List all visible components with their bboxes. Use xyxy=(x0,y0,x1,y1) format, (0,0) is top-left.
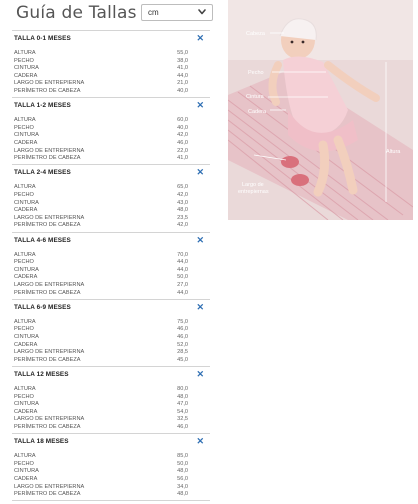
measurement-label: CADERA xyxy=(14,72,38,79)
measurement-label: LARGO DE ENTREPIERNA xyxy=(14,483,85,490)
measurement-value: 55,0 xyxy=(177,50,188,56)
list-item xyxy=(14,80,188,88)
measurement-value: 42,0 xyxy=(177,191,188,198)
photo-label-pecho: Pecho xyxy=(248,70,264,76)
close-icon[interactable]: ✕ xyxy=(196,167,204,178)
measurement-value: 46,0 xyxy=(177,333,188,340)
measurement-label: ALTURA xyxy=(14,184,36,191)
photo-label-entrepierna-1: Largo de xyxy=(242,182,264,188)
baby-measurement-photo xyxy=(228,0,413,220)
measurement-list xyxy=(14,252,188,298)
list-item xyxy=(14,342,188,350)
measurement-label: ALTURA xyxy=(14,50,36,56)
size-section xyxy=(12,164,210,231)
measurement-label: ALTURA xyxy=(14,318,36,325)
list-item xyxy=(14,222,188,230)
measurement-value: 48,0 xyxy=(177,207,188,214)
size-section xyxy=(12,30,210,97)
measurement-value: 44,0 xyxy=(177,259,188,266)
measurement-value: 43,0 xyxy=(177,199,188,206)
size-section xyxy=(12,299,210,366)
list-item xyxy=(14,117,188,125)
measurement-label: CADERA xyxy=(14,408,38,415)
photo-label-altura: Altura xyxy=(386,149,401,155)
measurement-label: PERÍMETRO DE CABEZA xyxy=(14,423,81,430)
measurement-value: 41,0 xyxy=(177,65,188,72)
divider xyxy=(12,500,210,501)
list-item xyxy=(14,424,188,432)
measurement-value: 50,0 xyxy=(177,460,188,467)
unit-select-value: cm xyxy=(148,8,159,17)
close-icon[interactable]: ✕ xyxy=(196,368,204,379)
measurement-label: CINTURA xyxy=(14,401,39,408)
size-section-title[interactable]: TALLA 1-2 MESES xyxy=(14,102,71,110)
close-icon[interactable]: ✕ xyxy=(196,301,204,312)
measurement-value: 44,0 xyxy=(177,72,188,79)
measurement-value: 48,0 xyxy=(177,491,188,498)
list-item xyxy=(14,88,188,96)
list-item xyxy=(14,132,188,140)
measurement-list xyxy=(14,386,188,432)
measurement-label: PECHO xyxy=(14,326,34,333)
measurement-list xyxy=(14,184,188,230)
list-item xyxy=(14,125,188,133)
list-item xyxy=(14,326,188,334)
size-section-title[interactable]: TALLA 2-4 MESES xyxy=(14,169,71,177)
size-section xyxy=(12,232,210,299)
measurement-value: 44,0 xyxy=(177,266,188,273)
measurement-label: LARGO DE ENTREPIERNA xyxy=(14,416,85,423)
page-title: Guía de Tallas xyxy=(16,3,137,23)
list-item xyxy=(14,140,188,148)
measurement-label: LARGO DE ENTREPIERNA xyxy=(14,281,85,288)
list-item xyxy=(14,461,188,469)
measurement-list xyxy=(14,453,188,499)
list-item xyxy=(14,73,188,81)
measurement-label: CADERA xyxy=(14,475,38,482)
list-item xyxy=(14,401,188,409)
list-item xyxy=(14,357,188,365)
measurement-label: PECHO xyxy=(14,393,34,400)
measurement-label: CADERA xyxy=(14,341,38,348)
measurement-value: 80,0 xyxy=(177,385,188,392)
list-item xyxy=(14,409,188,417)
measurement-value: 42,0 xyxy=(177,132,188,139)
measurement-value: 40,0 xyxy=(177,124,188,131)
list-item xyxy=(14,207,188,215)
measurement-label: PECHO xyxy=(14,460,34,467)
measurement-label: PECHO xyxy=(14,124,34,131)
size-section-title[interactable]: TALLA 0-1 MESES xyxy=(14,35,71,42)
list-item xyxy=(14,58,188,66)
measurement-value: 85,0 xyxy=(177,453,188,460)
measurement-label: PECHO xyxy=(14,191,34,198)
size-section-title[interactable]: TALLA 18 MESES xyxy=(14,438,69,446)
measurement-label: LARGO DE ENTREPIERNA xyxy=(14,214,85,221)
size-section-title[interactable]: TALLA 4-6 MESES xyxy=(14,236,71,244)
list-item xyxy=(14,155,188,163)
list-item xyxy=(14,349,188,357)
list-item xyxy=(14,50,188,58)
measurement-label: CADERA xyxy=(14,274,38,281)
measurement-label: CINTURA xyxy=(14,468,39,475)
measurement-value: 28,5 xyxy=(177,349,188,356)
close-icon[interactable]: ✕ xyxy=(196,100,204,111)
size-section xyxy=(12,366,210,433)
list-item xyxy=(14,453,188,461)
measurement-label: PERÍMETRO DE CABEZA xyxy=(14,289,81,296)
measurement-label: CINTURA xyxy=(14,333,39,340)
measurement-value: 45,0 xyxy=(177,356,188,363)
measurement-label: PECHO xyxy=(14,57,34,64)
list-item xyxy=(14,394,188,402)
measurement-value: 23,5 xyxy=(177,214,188,221)
measurement-label: CINTURA xyxy=(14,266,39,273)
size-section xyxy=(12,97,210,164)
measurement-value: 75,0 xyxy=(177,318,188,325)
measurement-label: ALTURA xyxy=(14,453,36,460)
measurement-value: 65,0 xyxy=(177,184,188,191)
list-item xyxy=(14,476,188,484)
list-item xyxy=(14,290,188,298)
measurement-label: PECHO xyxy=(14,259,34,266)
photo-label-cabeza: Cabeza xyxy=(246,31,265,37)
measurement-label: ALTURA xyxy=(14,251,36,258)
measurement-value: 41,0 xyxy=(177,155,188,162)
measurement-value: 46,0 xyxy=(177,423,188,430)
size-section-title[interactable]: TALLA 12 MESES xyxy=(14,370,69,378)
list-item xyxy=(14,319,188,327)
measurement-value: 54,0 xyxy=(177,408,188,415)
size-section xyxy=(12,433,210,500)
measurement-value: 47,0 xyxy=(177,401,188,408)
measurement-value: 42,0 xyxy=(177,222,188,229)
photo-label-cadera: Cadera xyxy=(248,109,267,115)
measurement-label: CADERA xyxy=(14,207,38,214)
list-item xyxy=(14,282,188,290)
measurement-value: 44,0 xyxy=(177,289,188,296)
measurement-value: 50,0 xyxy=(177,274,188,281)
list-item xyxy=(14,200,188,208)
list-item xyxy=(14,65,188,73)
close-icon[interactable]: ✕ xyxy=(196,33,204,43)
measurement-label: PERÍMETRO DE CABEZA xyxy=(14,87,81,94)
size-section-title[interactable]: TALLA 6-9 MESES xyxy=(14,303,71,311)
measurement-label: CINTURA xyxy=(14,199,39,206)
measurement-label: PERÍMETRO DE CABEZA xyxy=(14,222,81,229)
measurement-label: ALTURA xyxy=(14,385,36,392)
list-item xyxy=(14,267,188,275)
measurement-value: 46,0 xyxy=(177,326,188,333)
measurement-label: PERÍMETRO DE CABEZA xyxy=(14,155,81,162)
measurement-value: 27,0 xyxy=(177,281,188,288)
measurement-label: PERÍMETRO DE CABEZA xyxy=(14,356,81,363)
measurement-value: 52,0 xyxy=(177,341,188,348)
close-icon[interactable]: ✕ xyxy=(196,436,204,447)
measurement-list xyxy=(14,319,188,365)
measurement-label: ALTURA xyxy=(14,117,36,124)
measurement-label: PERÍMETRO DE CABEZA xyxy=(14,491,81,498)
measurement-value: 60,0 xyxy=(177,117,188,124)
list-item xyxy=(14,334,188,342)
measurement-value: 56,0 xyxy=(177,475,188,482)
unit-select[interactable] xyxy=(141,4,213,21)
measurement-value: 21,0 xyxy=(177,80,188,87)
list-item xyxy=(14,192,188,200)
list-item xyxy=(14,386,188,394)
list-item xyxy=(14,184,188,192)
measurement-value: 34,0 xyxy=(177,483,188,490)
list-item xyxy=(14,259,188,267)
measurement-label: CINTURA xyxy=(14,132,39,139)
measurement-label: CADERA xyxy=(14,139,38,146)
measurement-value: 70,0 xyxy=(177,251,188,258)
chevron-down-icon xyxy=(197,6,207,18)
measurement-value: 48,0 xyxy=(177,393,188,400)
list-item xyxy=(14,491,188,499)
list-item xyxy=(14,416,188,424)
list-item xyxy=(14,252,188,260)
list-item xyxy=(14,484,188,492)
measurement-label: CINTURA xyxy=(14,65,39,72)
measurement-label: LARGO DE ENTREPIERNA xyxy=(14,80,85,87)
measurement-list xyxy=(14,117,188,163)
measurement-value: 40,0 xyxy=(177,87,188,94)
close-icon[interactable]: ✕ xyxy=(196,234,204,245)
measurement-value: 22,0 xyxy=(177,147,188,154)
list-item xyxy=(14,468,188,476)
list-item xyxy=(14,274,188,282)
measurement-value: 46,0 xyxy=(177,139,188,146)
photo-label-cintura: Cintura xyxy=(246,94,264,100)
measurement-value: 32,5 xyxy=(177,416,188,423)
size-sections xyxy=(12,30,210,500)
photo-label-entrepierna-2: entrepiernas xyxy=(238,189,269,195)
measurement-label: LARGO DE ENTREPIERNA xyxy=(14,147,85,154)
measurement-value: 38,0 xyxy=(177,57,188,64)
measurement-label: LARGO DE ENTREPIERNA xyxy=(14,349,85,356)
measurement-list xyxy=(14,50,188,96)
measurement-value: 48,0 xyxy=(177,468,188,475)
